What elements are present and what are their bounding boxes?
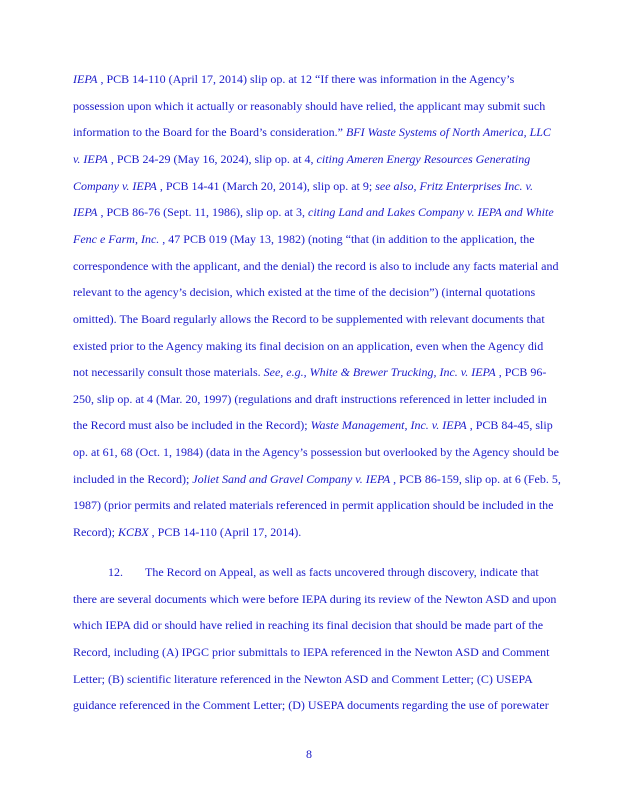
citation-italic: KCBX <box>117 525 149 540</box>
text-segment: 1987) (prior permits and related materials referenced in permit application should be included in the <box>73 498 554 513</box>
citation-italic: IEPA <box>73 72 98 86</box>
body-line <box>73 285 535 299</box>
citation-italic: see also, Fritz Enterprises Inc. v. <box>375 178 533 193</box>
citation-italic: Joliet Sand and Gravel Company v. IEPA <box>192 471 391 486</box>
citation-italic: Fenc e Farm, Inc. <box>73 231 160 246</box>
citation-italic: See, e.g., White & Brewer Trucking, Inc. v. IEPA <box>263 365 496 380</box>
citation-italic: IEPA <box>73 205 98 220</box>
paragraph-line <box>73 618 543 632</box>
body-line <box>73 125 551 139</box>
body-line <box>73 525 301 539</box>
text-segment: , PCB 84-45, slip <box>466 418 553 433</box>
text-segment: op. at 61, 68 (Oct. 1, 1984) (data in the Agency’s possession but overlooked by the Agency should be <box>73 445 559 460</box>
text-segment: information to the Board for the Board’s consideration.” <box>73 125 346 140</box>
body-line <box>73 392 547 406</box>
body-line <box>73 205 554 219</box>
text-segment: not necessarily consult those materials. <box>73 365 264 380</box>
body-line <box>73 232 535 246</box>
text-segment: , PCB 14-110 (April 17, 2014). <box>148 525 302 540</box>
citation-italic: citing Land and Lakes Company v. IEPA and White <box>308 205 554 220</box>
text-segment: , PCB 14-41 (March 20, 2014), slip op. at 9; <box>156 178 376 193</box>
body-line <box>73 259 558 273</box>
paragraph-line <box>73 645 549 659</box>
text-segment: , PCB 86-76 (Sept. 11, 1986), slip op. at 3, <box>97 205 309 220</box>
paragraph-number: 12. <box>108 565 123 579</box>
text-segment: existed prior to the Agency making its final decision on an application, even when the Agency did <box>73 338 544 353</box>
citation-italic: v. IEPA <box>73 151 108 166</box>
text-segment: there are several documents which were before IEPA during its review of the Newton ASD and upon <box>73 591 557 606</box>
text-segment: correspondence with the applicant, and the denial) the record is also to include any facts material and <box>73 258 559 273</box>
text-segment: The Record on Appeal, as well as facts uncovered through discovery, indicate that <box>145 565 539 579</box>
text-segment: Letter; (B) scientific literature referenced in the Newton ASD and Comment Letter; (C) USEPA <box>73 671 533 686</box>
body-line <box>73 418 553 432</box>
body-line <box>73 365 546 379</box>
text-segment: , PCB 96- <box>495 365 547 380</box>
text-segment: , PCB 86-159, slip op. at 6 (Feb. 5, <box>390 471 561 486</box>
text-segment: , PCB 14-110 (April 17, 2014) slip op. at 12 “If there was information in the Agency’s <box>97 72 515 86</box>
body-line <box>73 179 533 193</box>
body-line <box>73 498 554 512</box>
text-segment: which IEPA did or should have relied in reaching its final decision that should be made part of the <box>73 618 544 633</box>
body-line <box>73 339 543 353</box>
paragraph-line <box>145 565 539 579</box>
text-segment: , PCB 24-29 (May 16, 2024), slip op. at 4, <box>107 151 317 166</box>
text-segment: possession upon which it actually or reasonably should have relied, the applicant may submit such <box>73 98 546 113</box>
citation-italic: citing Ameren Energy Resources Generating <box>316 151 531 166</box>
paragraph-line <box>73 672 533 686</box>
body-line <box>73 99 545 113</box>
text-segment: Record); <box>73 525 118 540</box>
page-number: 8 <box>306 747 312 761</box>
text-segment: included in the Record); <box>73 471 193 486</box>
text-segment: , 47 PCB 019 (May 13, 1982) (noting “that (in addition to the application, the <box>159 231 535 246</box>
body-line <box>73 312 545 326</box>
citation-italic: Waste Management, Inc. v. IEPA <box>310 418 467 433</box>
body-line <box>73 152 530 166</box>
body-line <box>73 72 514 86</box>
text-segment: the Record must also be included in the Record); <box>73 418 311 433</box>
text-segment: guidance referenced in the Comment Letter; (D) USEPA documents regarding the use of porewater <box>73 698 549 713</box>
text-segment: Record, including (A) IPGC prior submittals to IEPA referenced in the Newton ASD and Comment <box>73 644 550 659</box>
paragraph-line <box>73 698 549 712</box>
body-line <box>73 445 559 459</box>
citation-italic: BFI Waste Systems of North America, LLC <box>345 125 551 140</box>
text-segment: relevant to the agency’s decision, which existed at the time of the decision”) (internal quotations <box>73 285 536 300</box>
paragraph-line <box>73 592 556 606</box>
citation-italic: Company v. IEPA <box>73 178 157 193</box>
body-line <box>73 472 561 486</box>
text-segment: 250, slip op. at 4 (Mar. 20, 1997) (regulations and draft instructions referenced in letter included in <box>73 391 547 406</box>
text-segment: omitted). The Board regularly allows the Record to be supplemented with relevant documents that <box>73 311 545 326</box>
